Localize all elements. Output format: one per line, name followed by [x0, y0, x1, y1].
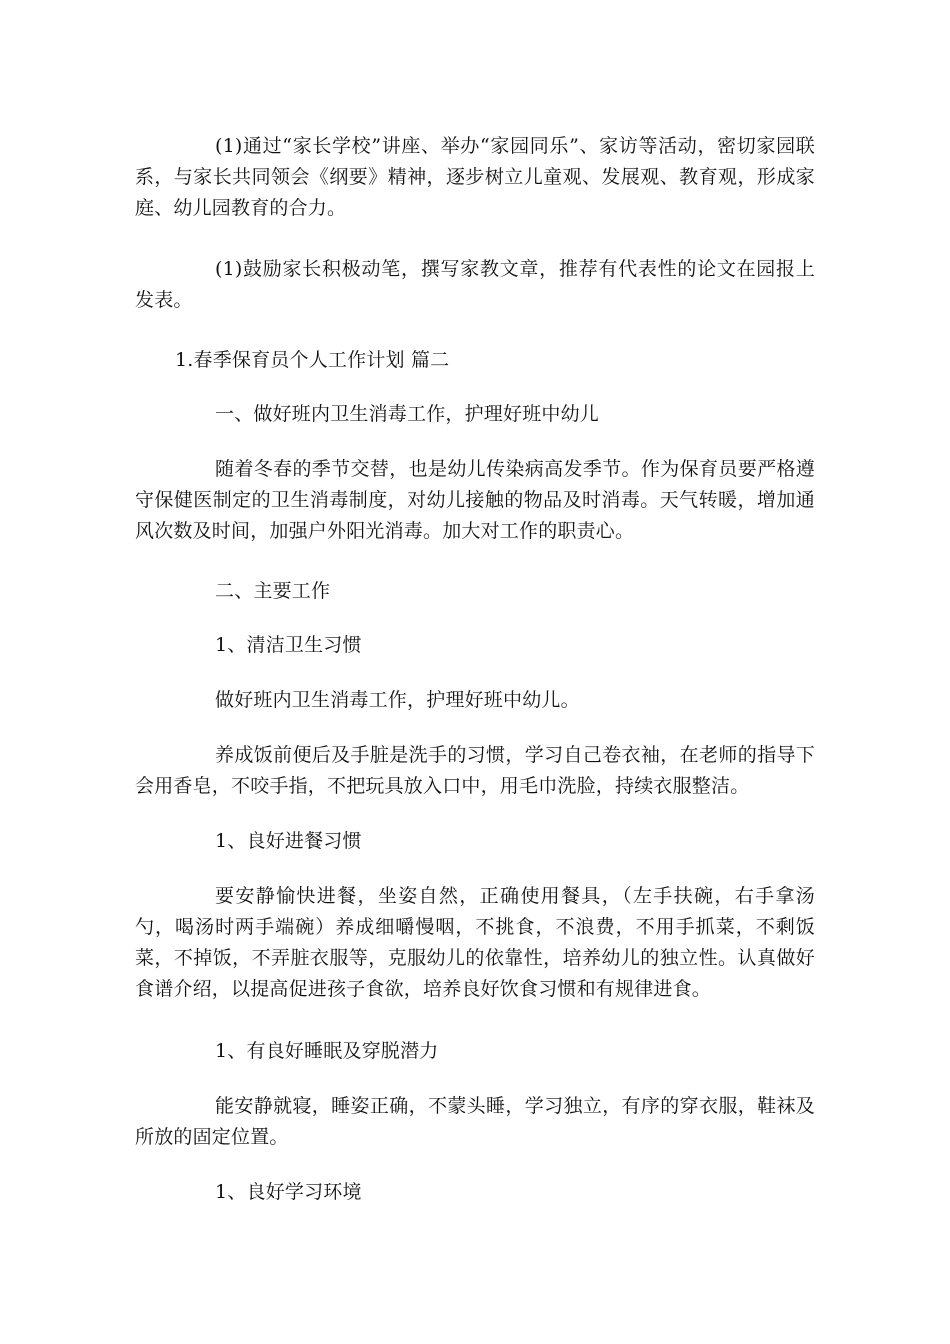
paragraph-season-change: 随着冬春的季节交替，也是幼儿传染病高发季节。作为保育员要严格遵守保健医制定的卫生消毒制度，对幼儿接触的物品及时消毒。天气转暖，增加通风次数及时间，加强户外阳光消毒。加大对工作的职责心。 [135, 458, 815, 542]
paragraph-handwashing: 养成饭前便后及手脏是洗手的习惯，学习自己卷衣袖，在老师的指导下会用香皂，不咬手指，不把玩具放入口中，用毛巾洗脸，持续衣服整洁。 [135, 744, 815, 797]
heading-clean-habits: 1、清洁卫生习惯 [215, 634, 362, 656]
paragraph-class-hygiene: 做好班内卫生消毒工作，护理好班中幼儿。 [215, 689, 580, 711]
heading-sleep-dressing: 1、有良好睡眠及穿脱潜力 [215, 1040, 439, 1062]
paragraph-sleep-details: 能安静就寝，睡姿正确，不蒙头睡，学习独立，有序的穿衣服，鞋袜及所放的固定位置。 [135, 1095, 815, 1148]
paragraph-home-school-activities: (1)通过“家长学校”讲座、举办“家园同乐”、家访等活动，密切家园联系，与家长共同领会《纲要》精神，逐步树立儿童观、发展观、教育观，形成家庭、幼儿园教育的合力。 [135, 135, 815, 219]
paragraph-encourage-parents-writing: (1)鼓励家长积极动笔，撰写家教文章，推荐有代表性的论文在园报上发表。 [135, 258, 815, 311]
heading-eating-habits: 1、良好进餐习惯 [215, 830, 362, 852]
heading-main-work: 二、主要工作 [215, 580, 331, 602]
heading-hygiene-disinfection: 一、做好班内卫生消毒工作，护理好班中幼儿 [215, 403, 600, 425]
heading-learning-environment: 1、良好学习环境 [215, 1181, 362, 1203]
section-title-spring-plan: 1.春季保育员个人工作计划 篇二 [175, 349, 450, 371]
paragraph-eating-details: 要安静愉快进餐，坐姿自然，正确使用餐具，（左手扶碗，右手拿汤勺，喝汤时两手端碗）养成细嚼慢咽，不挑食，不浪费，不用手抓菜，不剩饭菜，不掉饭，不弄脏衣服等，克服幼儿的依靠性，培养幼儿的独立性。认真做好食谱介绍，以提高促进孩子食欲，培养良好饮食习惯和有规律进食。 [135, 885, 815, 1000]
